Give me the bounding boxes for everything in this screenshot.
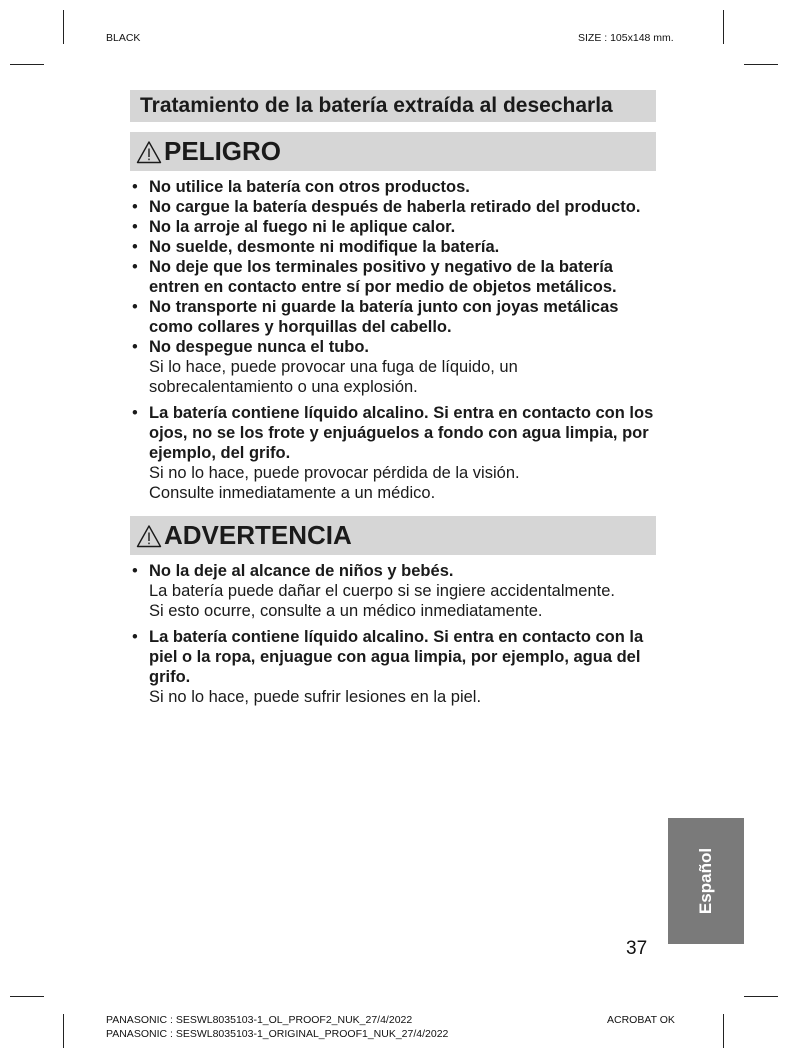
list-item: • No transporte ni guarde la batería junto con joyas metálicas como collares y horquillas del cabello. [132,298,619,336]
footer-proof-line-2: PANASONIC : SESWL8035103-1_ORIGINAL_PROOF1_NUK_27/4/2022 [106,1028,449,1040]
list-item: • No cargue la batería después de haberla retirado del producto. [132,198,641,216]
warning-triangle-icon [136,524,162,548]
warning-heading-text: ADVERTENCIA [164,520,352,550]
crop-mark [744,64,778,65]
danger-list [130,177,656,503]
crop-mark [10,996,44,997]
language-tab-label: Español [696,847,715,915]
list-item: • La batería contiene líquido alcalino. Si entra en contacto con la piel o la ropa, enjuague con agua limpia, por ejemplo, agua del grifo. Si no lo hace, puede sufrir lesiones en la piel. [132,628,644,706]
danger-heading [130,132,656,171]
footer-status: ACROBAT OK [607,1014,675,1026]
crop-mark [63,1014,64,1048]
list-item: • La batería contiene líquido alcalino. Si entra en contacto con los ojos, no se los frote y enjuáguelos a fondo con agua limpia, por ejemplo, del grifo. Si no lo hace, puede provocar pérdida de la visión. Consulte inmediatamente a un médico. [132,404,654,502]
footer-proof-line-1: PANASONIC : SESWL8035103-1_OL_PROOF2_NUK_27/4/2022 [106,1014,413,1026]
page-size-label: SIZE : 105x148 mm. [578,32,674,44]
crop-mark [723,10,724,44]
list-item: • No la deje al alcance de niños y bebés. La batería puede dañar el cuerpo si se ingiere accidentalmente. Si esto ocurre, consulte a un médico inmediatamente. [132,562,615,620]
list-item: • No utilice la batería con otros productos. [132,178,470,196]
list-item: • No deje que los terminales positivo y negativo de la batería entren en contacto entre sí por medio de objetos metálicos. [132,258,617,296]
list-item: • No despegue nunca el tubo. Si lo hace, puede provocar una fuga de líquido, un sobrecalentamiento o una explosión. [132,338,518,396]
list-item: • No suelde, desmonte ni modifique la batería. [132,238,500,256]
language-tab [668,818,744,944]
list-item: • No la arroje al fuego ni le aplique calor. [132,218,456,236]
danger-heading-text: PELIGRO [164,136,282,166]
print-color-label: BLACK [106,32,141,44]
crop-mark [63,10,64,44]
crop-mark [10,64,44,65]
warning-heading [130,516,656,555]
crop-mark [744,996,778,997]
warning-triangle-icon [136,140,162,164]
page-title: Tratamiento de la batería extraída al desecharla [130,90,656,122]
main-content [130,90,656,707]
crop-mark [723,1014,724,1048]
page-number: 37 [626,938,648,959]
warning-list [130,561,656,707]
